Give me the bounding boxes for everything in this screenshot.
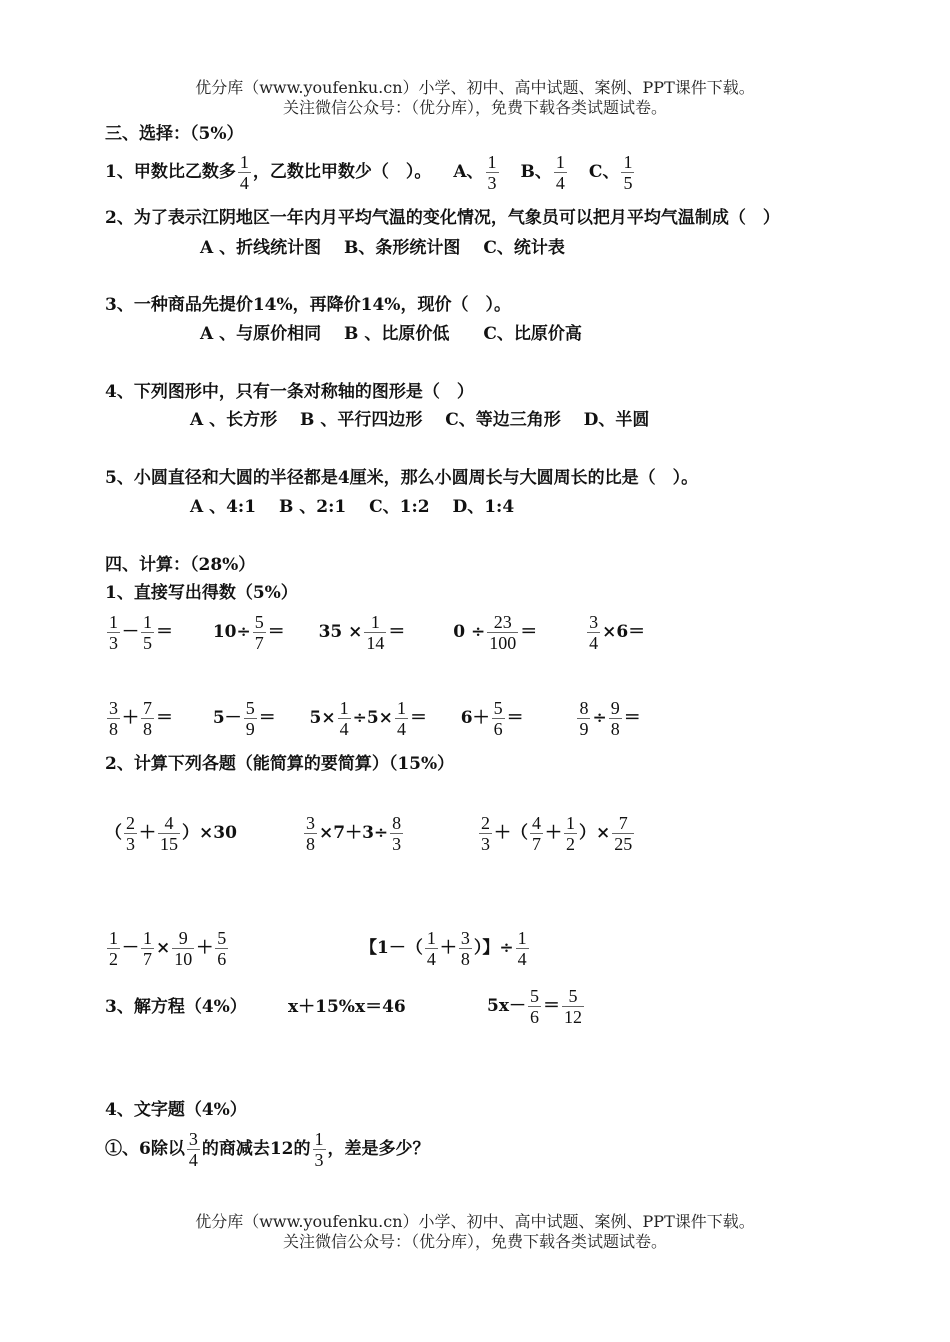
- part-1-title: 1、直接写出得数（5%）: [105, 583, 298, 603]
- compute-3: $\frac{2}{3}$ ＋（ $\frac{4}{7}$ ＋ $\frac{1}{2}$ ）× $\frac{7}{25}$: [481, 813, 633, 854]
- fraction: $\frac{1}{2}$: [109, 928, 118, 969]
- question-3-4-options: A 、长方形 B 、平行四边形 C、等边三角形 D、半圆: [190, 410, 650, 430]
- fraction: $\frac{3}{8}$: [306, 813, 315, 854]
- section-4-title: 四、计算：（28%）: [105, 555, 256, 575]
- section-3-title: 三、选择：（5%）: [105, 124, 244, 144]
- footer-line-1: 优分库（www.youfenku.cn）小学、初中、高中试题、案例、PPT课件下载。: [195, 1212, 755, 1231]
- fraction: $\frac{5}{9}$: [245, 698, 255, 739]
- fraction: $\frac{1}{3}$: [109, 612, 118, 653]
- fraction: $\frac{1}{7}$: [143, 928, 152, 969]
- calc-row-1: $\frac{1}{3}$ － $\frac{1}{5}$ ＝ 10÷ $\frac{5}{7}$ ＝ 35 × $\frac{1}{14}$ ＝ 0 ÷ $\frac{23}{100}$ ＝ $\frac{3}{4}$ ×6＝: [109, 612, 646, 653]
- calc-row-2: $\frac{3}{8}$ ＋ $\frac{7}{8}$ ＝ 5－ $\frac{5}{9}$ ＝ 5× $\frac{1}{4}$ ÷5× $\frac{1}{4}$ ＝ 6＋ $\frac{5}{6}$ ＝ $\frac{8}{9}$ ÷ $\frac{9}{8}$ ＝: [109, 698, 641, 739]
- question-3-2-options: A 、折线统计图 B、条形统计图 C、统计表: [200, 238, 565, 258]
- fraction: $\frac{8}{9}$: [579, 698, 589, 739]
- fraction: $\frac{1}{4}$: [239, 152, 249, 193]
- header-line-2: 关注微信公众号：（优分库），免费下载各类试题试卷。: [282, 98, 667, 117]
- fraction: $\frac{3}{4}$: [188, 1129, 198, 1170]
- fraction: $\frac{1}{14}$: [366, 612, 385, 653]
- fraction: $\frac{5}{6}$: [529, 986, 539, 1027]
- fraction: $\frac{3}{8}$: [109, 698, 118, 739]
- question-3-3-options: A 、与原价相同 B 、比原价低 C、比原价高: [200, 324, 582, 344]
- fraction: $\frac{1}{4}$: [396, 698, 406, 739]
- equation-1: x＋15%x＝46: [288, 997, 406, 1017]
- fraction: $\frac{7}{25}$: [614, 813, 633, 854]
- fraction: $\frac{3}{4}$: [589, 612, 599, 653]
- fraction: $\frac{23}{100}$: [489, 612, 517, 653]
- fraction: $\frac{9}{10}$: [174, 928, 193, 969]
- part-4-title: 4、文字题（4%）: [105, 1100, 247, 1120]
- fraction: $\frac{1}{3}$: [487, 152, 497, 193]
- fraction: $\frac{5}{6}$: [493, 698, 503, 739]
- fraction: $\frac{1}{4}$: [517, 928, 527, 969]
- part-2-title: 2、计算下列各题（能简算的要简算）（15%）: [105, 754, 455, 774]
- question-3-5: 5、小圆直径和大圆的半径都是4厘米，那么小圆周长与大圆周长的比是（ ）。: [105, 468, 699, 488]
- compute-1: （ $\frac{2}{3}$ ＋ $\frac{4}{15}$ ）×30: [105, 813, 237, 854]
- question-3-2: 2、为了表示江阴地区一年内月平均气温的变化情况，气象员可以把月平均气温制成（ ）: [105, 208, 780, 228]
- fraction: $\frac{8}{3}$: [392, 813, 402, 854]
- question-3-3: 3、一种商品先提价14%，再降价14%，现价（ ）。: [105, 295, 511, 315]
- fraction: $\frac{1}{3}$: [314, 1129, 324, 1170]
- fraction: $\frac{2}{3}$: [126, 813, 135, 854]
- question-3-5-options: A 、4:1 B 、2:1 C、1:2 D、1:4: [190, 497, 515, 517]
- fraction: $\frac{2}{3}$: [481, 813, 490, 854]
- question-3-4: 4、下列图形中，只有一条对称轴的图形是（ ）: [105, 382, 474, 402]
- fraction: $\frac{3}{8}$: [460, 928, 470, 969]
- fraction: $\frac{1}{4}$: [555, 152, 565, 193]
- fraction: $\frac{5}{12}$: [563, 986, 582, 1027]
- fraction: $\frac{1}{5}$: [623, 152, 633, 193]
- fraction: $\frac{4}{7}$: [532, 813, 541, 854]
- fraction: $\frac{1}{4}$: [339, 698, 349, 739]
- fraction: $\frac{5}{7}$: [254, 612, 264, 653]
- header-line-1: 优分库（www.youfenku.cn）小学、初中、高中试题、案例、PPT课件下载。: [195, 78, 755, 97]
- word-question-1: ①、6除以 $\frac{3}{4}$ 的商减去12的 $\frac{1}{3}$ ，差是多少？: [105, 1129, 430, 1170]
- part-3-title: 3、解方程（4%）: [105, 997, 247, 1017]
- fraction: $\frac{7}{8}$: [143, 698, 152, 739]
- compute-2: $\frac{3}{8}$ ×7＋3÷ $\frac{8}{3}$: [306, 813, 402, 854]
- fraction: $\frac{9}{8}$: [610, 698, 620, 739]
- question-3-1: 1、甲数比乙数多 $\frac{1}{4}$ ，乙数比甲数少（ ）。 A、 $\frac{1}{3}$ B、 $\frac{1}{4}$ C、 $\frac{1}{5}$: [105, 152, 633, 193]
- footer-line-2: 关注微信公众号：（优分库），免费下载各类试题试卷。: [282, 1232, 667, 1251]
- fraction: $\frac{1}{5}$: [143, 612, 152, 653]
- compute-5: 【1－（ $\frac{1}{4}$ ＋ $\frac{3}{8}$ ）】÷ $\frac{1}{4}$: [360, 928, 527, 969]
- fraction: $\frac{1}{4}$: [426, 928, 436, 969]
- fraction: $\frac{5}{6}$: [217, 928, 227, 969]
- fraction: $\frac{4}{15}$: [160, 813, 178, 854]
- fraction: $\frac{1}{2}$: [566, 813, 575, 854]
- compute-4: $\frac{1}{2}$ － $\frac{1}{7}$ × $\frac{9}{10}$ ＋ $\frac{5}{6}$: [109, 928, 227, 969]
- equation-2: 5x－ $\frac{5}{6}$ ＝ $\frac{5}{12}$: [487, 986, 582, 1027]
